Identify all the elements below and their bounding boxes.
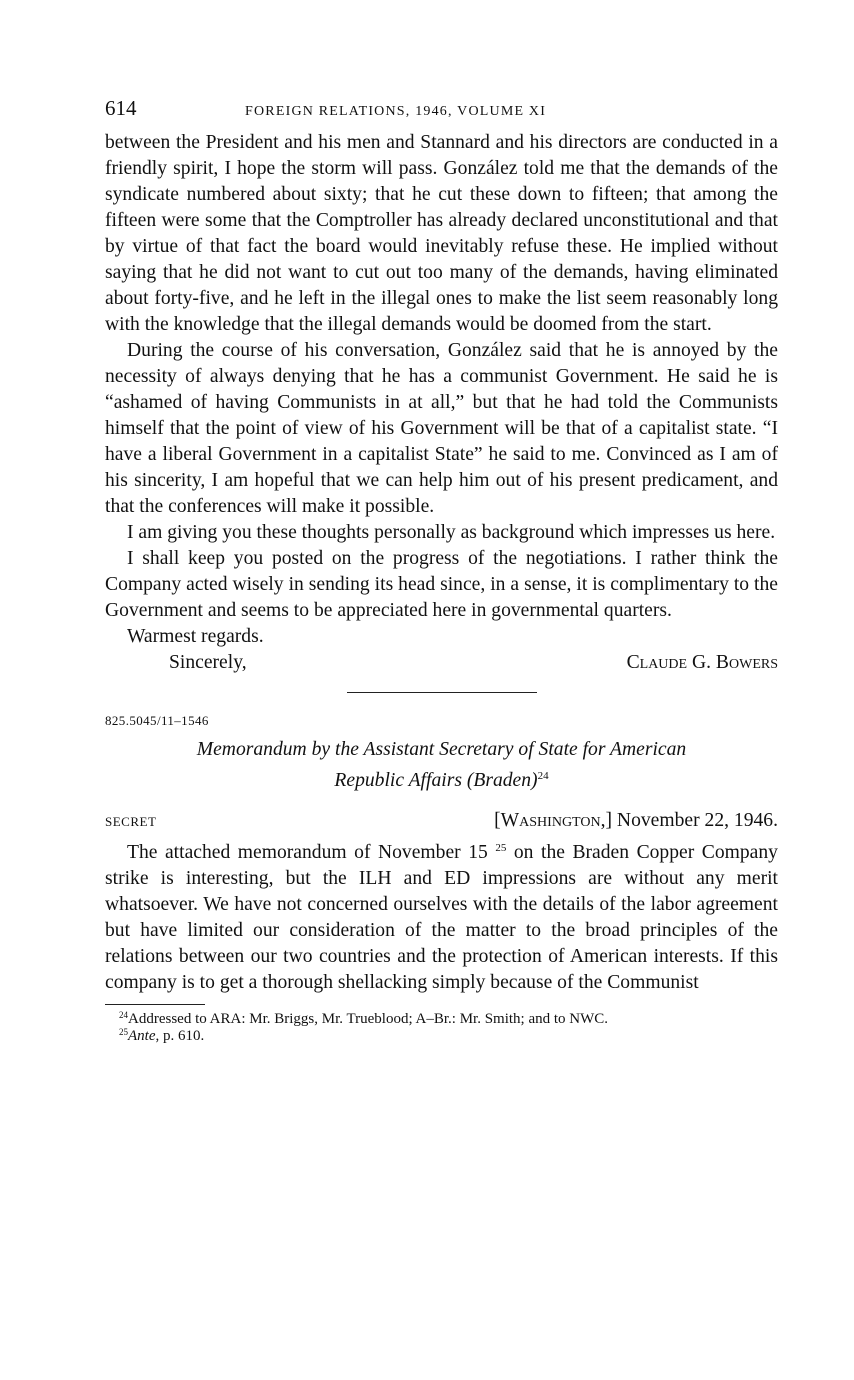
file-number: 825.5045/11–1546: [105, 713, 209, 728]
classification-label: SECRET: [105, 814, 157, 829]
dateline: [105, 810, 778, 836]
footnote-number: 24: [119, 1010, 128, 1020]
letter-paragraph: I am giving you these thoughts personally as background which impresses us here.: [127, 522, 776, 543]
place: Washington: [500, 810, 601, 831]
document-title-text: Republic Affairs (Braden): [334, 770, 538, 791]
letter-paragraph: During the course of his conversation, González said that he is annoyed by the necessity of always denying that he has a communist Government. He said he is “ashamed of having Communists in at all,” but that he had told the Communists himself that the point of view of his Government will be that of a capitalist state. “I have a liberal Government in a capitalist State” he said to me. Convinced as I am of his sincerity, I am hopeful that we can help him out of his present predicament, and that the conferences will make it possible.: [105, 340, 778, 517]
document-title-line: Memorandum by the Assistant Secretary of State for American: [196, 739, 687, 760]
footnote-text: Addressed to ARA: Mr. Briggs, Mr. Trueblood; A–Br.: Mr. Smith; and to NWC.: [128, 1011, 609, 1027]
footnote: [105, 1011, 778, 1028]
page-header: [105, 96, 778, 130]
signoff-row: [105, 650, 778, 676]
memo-body: [105, 840, 778, 996]
letter-closing: Warmest regards.: [127, 626, 264, 647]
section-divider: [347, 692, 537, 693]
place-and-date: [Washington,] November 22, 1946.: [494, 810, 778, 831]
footnote-divider: [105, 1004, 205, 1005]
footnote-text: , p. 610.: [155, 1028, 205, 1044]
footnote-ref: 25: [495, 842, 507, 854]
footnote-italic: Ante: [128, 1028, 156, 1044]
letter-body: [105, 130, 778, 624]
footnotes: [105, 1011, 778, 1045]
footnote-number: 25: [119, 1027, 128, 1037]
letter-paragraph: between the President and his men and Stannard and his directors are conducted in a friendly spirit, I hope the storm will pass. González told me that the demands of the syndicate numbered about sixty; that he cut these down to fifteen; that among the fifteen were some that the Comptroller has already declared unconstitutional and that by virtue of that fact the board would inevitably refuse these. He implied without saying that he did not want to cut out too many of the demands, having eliminated about forty-five, and he left in the illegal ones to make the list seem reasonably long with the knowledge that the illegal demands would be doomed from the start.: [105, 132, 778, 335]
document-title: [105, 737, 778, 794]
valediction: Sincerely,: [169, 652, 247, 673]
page-number: 614: [105, 96, 137, 120]
running-head: FOREIGN RELATIONS, 1946, VOLUME XI: [245, 104, 547, 119]
date: November 22, 1946.: [616, 810, 778, 831]
footnote-ref: 24: [537, 770, 549, 782]
memo-paragraph: The attached memorandum of November 15 $^{25}$ on the Braden Copper Company strike is interesting, but the ILH and ED impressions are without any merit whatsoever. We have not concerned ourselves with the details of the labor agreement but have limited our consideration of the matter to the broad principles of the relations between our two countries and the protection of American interests. If this company is to get a thorough shellacking simply because of the Communist: [105, 842, 778, 993]
letter-paragraph: I shall keep you posted on the progress of the negotiations. I rather think the Company acted wisely in sending its head since, in a sense, it is complimentary to the Government and seems to be appreciated here in governmental quarters.: [105, 548, 778, 621]
document-title-line-2: [105, 763, 778, 794]
signature: Claude G. Bowers: [626, 652, 778, 673]
footnote: [105, 1028, 778, 1045]
document-page: [105, 96, 778, 1045]
